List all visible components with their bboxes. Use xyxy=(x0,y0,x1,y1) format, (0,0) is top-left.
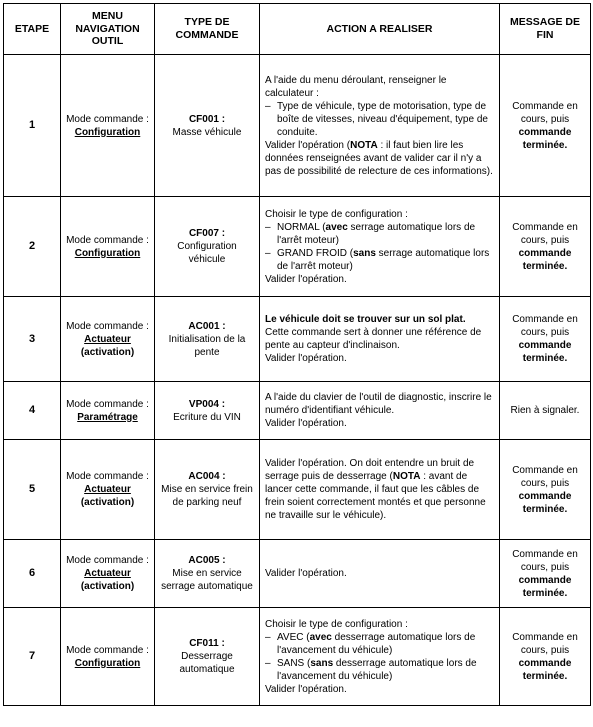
header-message: MESSAGE DE FIN xyxy=(500,4,591,55)
menu-cell xyxy=(61,382,155,440)
menu-link: Actuateur xyxy=(84,568,131,579)
step-number: 4 xyxy=(4,382,61,440)
action-list xyxy=(265,221,495,273)
command-desc: Ecriture du VIN xyxy=(173,411,241,423)
action-intro: Choisir le type de configuration : xyxy=(265,618,408,630)
menu-cell xyxy=(61,297,155,382)
menu-sub: (activation) xyxy=(80,581,135,592)
table-row xyxy=(4,440,591,540)
command-desc: Configuration véhicule xyxy=(177,241,237,265)
table-row xyxy=(4,55,591,197)
menu-link: Configuration xyxy=(74,657,141,669)
command-cell xyxy=(155,55,260,197)
step-number: 1 xyxy=(4,55,61,197)
action-cell xyxy=(260,440,500,540)
menu-link: Actuateur xyxy=(84,484,131,495)
action-text: A l'aide du clavier de l'outil de diagnostic, inscrire le numéro d'identifiant véhicule. xyxy=(265,392,492,416)
header-etape: ETAPE xyxy=(4,4,61,55)
mode-label: Mode commande : xyxy=(66,320,149,332)
menu-cell xyxy=(61,540,155,608)
table-row xyxy=(4,197,591,297)
menu-cell xyxy=(61,608,155,706)
menu-sub: (activation) xyxy=(80,346,135,358)
step-number: 6 xyxy=(4,540,61,608)
action-cell xyxy=(260,382,500,440)
message-cell: Commande en cours, puis commande terminée. xyxy=(500,55,591,197)
procedure-table xyxy=(3,3,591,706)
command-cell xyxy=(155,608,260,706)
command-cell xyxy=(155,440,260,540)
action-validate: Valider l'opération. xyxy=(265,683,347,695)
action-list-item: – AVEC (avec desserrage automatique lors de l'avancement du véhicule) xyxy=(265,631,495,657)
command-desc: Mise en service frein de parking neuf xyxy=(161,484,253,508)
command-desc: Desserrage automatique xyxy=(179,651,235,675)
action-list-item: – NORMAL (avec serrage automatique lors de l'arrêt moteur) xyxy=(265,221,495,247)
menu-link: Paramétrage xyxy=(77,411,138,423)
command-code: VP004 : xyxy=(188,398,226,410)
action-list-item: – GRAND FROID (sans serrage automatique lors de l'arrêt moteur) xyxy=(265,247,495,273)
mode-label: Mode commande : xyxy=(66,471,149,482)
mode-label: Mode commande : xyxy=(66,234,149,246)
action-list xyxy=(265,631,495,683)
action-cell xyxy=(260,608,500,706)
action-intro: Choisir le type de configuration : xyxy=(265,208,408,220)
action-intro: A l'aide du menu déroulant, renseigner le calculateur : xyxy=(265,74,447,99)
action-text: Cette commande sert à donner une référence de pente au capteur d'inclinaison. xyxy=(265,327,482,351)
command-cell xyxy=(155,540,260,608)
action-cell xyxy=(260,197,500,297)
command-desc: Masse véhicule xyxy=(172,126,242,138)
menu-cell xyxy=(61,440,155,540)
mode-label: Mode commande : xyxy=(66,644,149,656)
command-code: CF011 : xyxy=(189,638,225,649)
header-menu: MENU NAVIGATION OUTIL xyxy=(61,4,155,55)
menu-cell xyxy=(61,55,155,197)
mode-label: Mode commande : xyxy=(66,555,149,566)
action-cell xyxy=(260,297,500,382)
action-validate: Valider l'opération. xyxy=(265,273,347,285)
message-cell: Commande en cours, puis commande terminée. xyxy=(500,540,591,608)
step-number: 7 xyxy=(4,608,61,706)
table-row xyxy=(4,297,591,382)
action-validate: Valider l'opération (NOTA : il faut bien lire les données renseignées avant de valider car il n'y a pas de possibilité de relecture de ces informations). xyxy=(265,139,493,177)
mode-label: Mode commande : xyxy=(66,113,149,125)
header-row xyxy=(4,4,591,55)
step-number: 2 xyxy=(4,197,61,297)
message-cell: Commande en cours, puis commande terminée. xyxy=(500,440,591,540)
action-list-item: – SANS (sans desserrage automatique lors de l'avancement du véhicule) xyxy=(265,657,495,683)
message-cell: Commande en cours, puis commande terminée. xyxy=(500,297,591,382)
action-validate: Valider l'opération. xyxy=(265,353,347,364)
action-list-item: – Type de véhicule, type de motorisation, type de boîte de vitesses, niveau d'équipement, type de conduite. xyxy=(265,100,495,139)
message-cell: Rien à signaler. xyxy=(500,382,591,440)
action-cell xyxy=(260,55,500,197)
header-type: TYPE DE COMMANDE xyxy=(155,4,260,55)
message-cell: Commande en cours, puis commande terminée. xyxy=(500,197,591,297)
menu-link: Configuration xyxy=(74,247,141,259)
command-code: AC004 : xyxy=(188,471,226,482)
table-row xyxy=(4,382,591,440)
table-row xyxy=(4,608,591,706)
action-warning: Le véhicule doit se trouver sur un sol plat. xyxy=(265,314,466,325)
step-number: 3 xyxy=(4,297,61,382)
menu-cell xyxy=(61,197,155,297)
action-text: Valider l'opération. On doit entendre un bruit de serrage puis de desserrage (NOTA : avant de lancer cette commande, il faut que les câbles de frein soient correctement montés et que personne ne travaille sur le véhicule). xyxy=(265,458,486,521)
command-code: AC005 : xyxy=(188,555,226,566)
step-number: 5 xyxy=(4,440,61,540)
message-cell: Commande en cours, puis commande terminée. xyxy=(500,608,591,706)
mode-label: Mode commande : xyxy=(66,398,149,410)
command-cell xyxy=(155,297,260,382)
header-action: ACTION A REALISER xyxy=(260,4,500,55)
menu-link: Actuateur xyxy=(84,333,131,345)
command-desc: Initialisation de la pente xyxy=(168,333,246,358)
command-code: CF001 : xyxy=(188,113,226,125)
command-code: AC001 : xyxy=(188,320,226,332)
table-row xyxy=(4,540,591,608)
command-code: CF007 : xyxy=(188,228,226,239)
menu-link: Configuration xyxy=(74,126,141,138)
menu-sub: (activation) xyxy=(80,497,135,508)
command-cell xyxy=(155,382,260,440)
action-text: Valider l'opération. xyxy=(265,568,347,579)
action-cell xyxy=(260,540,500,608)
action-validate: Valider l'opération. xyxy=(265,418,347,429)
command-desc: Mise en service serrage automatique xyxy=(161,568,253,592)
action-list xyxy=(265,100,495,139)
command-cell xyxy=(155,197,260,297)
